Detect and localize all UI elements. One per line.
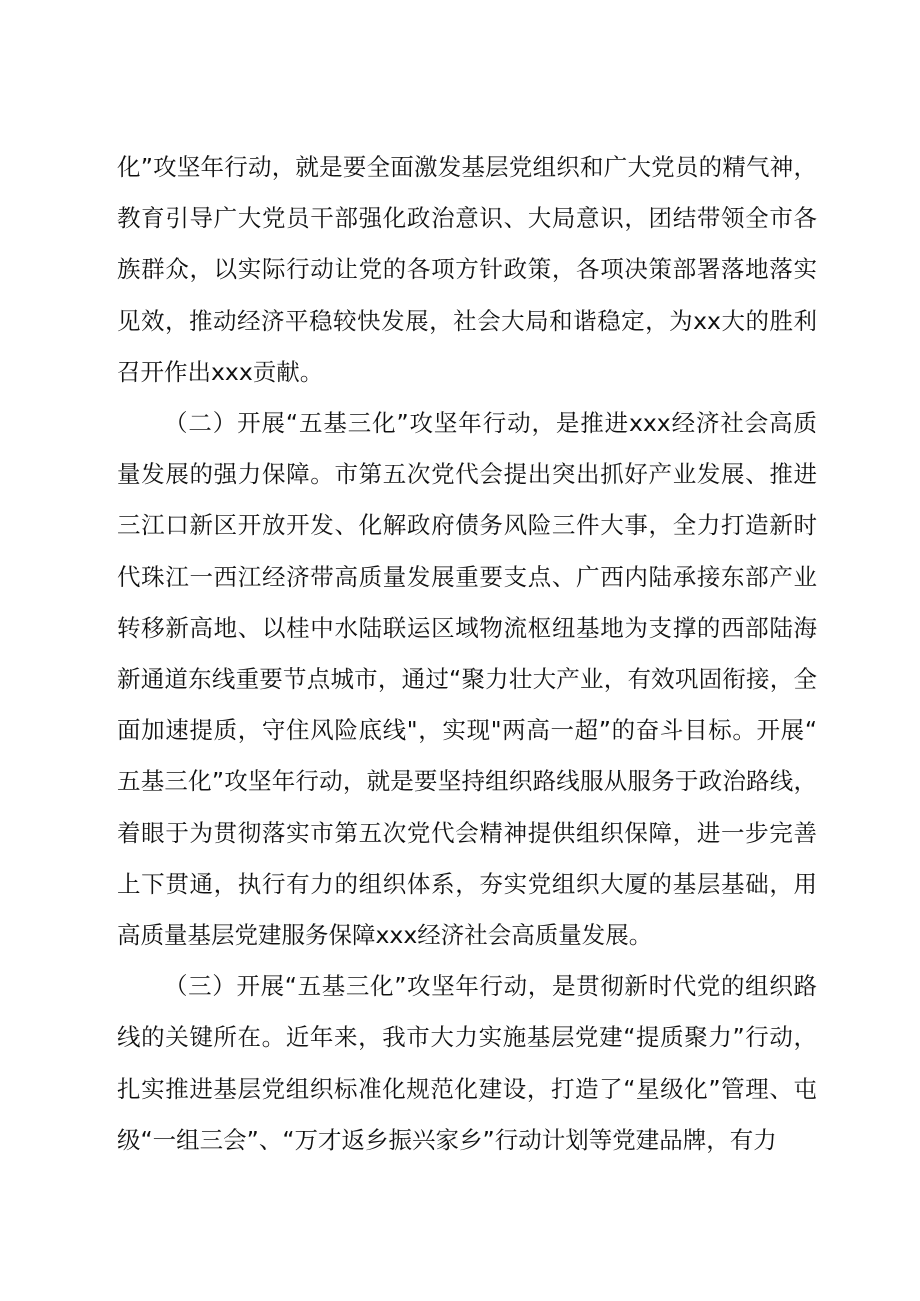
paragraph-section-three: （三）开展“五基三化”攻坚年行动，是贯彻新时代党的组织路线的关键所在。近年来，我市大力实施基层党建“提质聚力”行动，扎实推进基层党组织标准化规范化建设，打造了“星级化”管理、屯级“一组三会”、“万才返乡振兴家乡”行动计划等党建品牌，有力 xyxy=(117,972,817,1154)
paragraph-continuation: 化”攻坚年行动，就是要全面激发基层党组织和广大党员的精气神，教育引导广大党员干部强化政治意识、大局意识，团结带领全市各族群众，以实际行动让党的各项方针政策，各项决策部署落地落实见效，推动经济平稳较快发展，社会大局和谐稳定，为xx大的胜利召开作出xxx贡献。 xyxy=(117,153,817,386)
paragraph-section-two: （二）开展“五基三化”攻坚年行动，是推进xxx经济社会高质量发展的强力保障。市第五次党代会提出突出抓好产业发展、推进三江口新区开放开发、化解政府债务风险三件大事，全力打造新时代珠江一西江经济带高质量发展重要支点、广西内陆承接东部产业转移新高地、以桂中水陆联运区域物流枢纽基地为支撑的西部陆海新通道东线重要节点城市，通过“聚力壮大产业，有效巩固衔接，全面加速提质，守住风险底线"，实现"两高一超”的奋斗目标。开展“五基三化”攻坚年行动，就是要坚持组织路线服从服务于政治路线，着眼于为贯彻落实市第五次党代会精神提供组织保障，进一步完善上下贯通，执行有力的组织体系，夯实党组织大厦的基层基础，用高质量基层党建服务保障xxx经济社会高质量发展。 xyxy=(117,409,817,950)
document-body xyxy=(117,142,817,1166)
